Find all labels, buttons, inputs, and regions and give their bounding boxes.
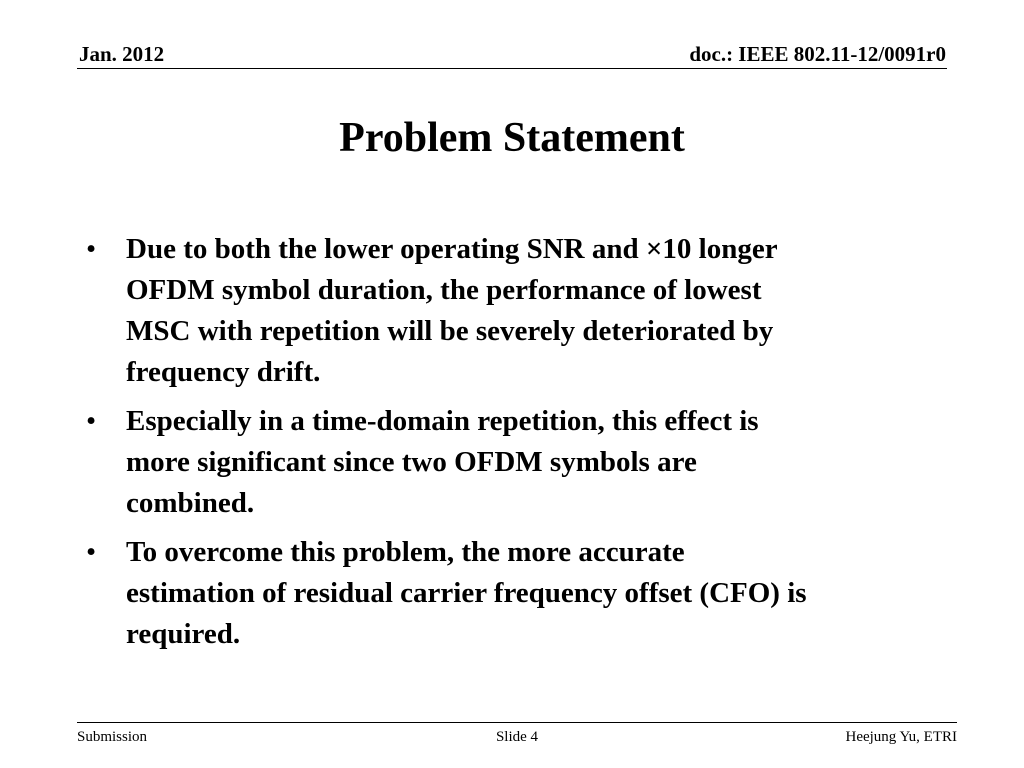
header-divider bbox=[77, 68, 947, 69]
bullet-line: OFDM symbol duration, the performance of lowest bbox=[126, 274, 762, 306]
footer-slide-number: Slide 4 bbox=[495, 729, 539, 745]
bullet-glyph: • bbox=[86, 536, 97, 568]
footer-submission: Submission bbox=[77, 729, 148, 745]
bullet-line: estimation of residual carrier frequency offset (CFO) is bbox=[126, 577, 807, 609]
bullet-line: Especially in a time-domain repetition, this effect is bbox=[126, 405, 759, 437]
bullet-line: To overcome this problem, the more accurate bbox=[126, 536, 685, 568]
bullet-line: combined. bbox=[126, 487, 255, 519]
bullet-item-cfo-estimation bbox=[86, 532, 946, 655]
slide-title: Problem Statement bbox=[339, 115, 685, 161]
bullet-item-time-domain bbox=[86, 401, 946, 524]
bullet-line: more significant since two OFDM symbols are bbox=[126, 446, 697, 478]
bullet-line: Due to both the lower operating SNR and ×10 longer bbox=[126, 233, 778, 265]
header-doc-id: doc.: IEEE 802.11-12/0091r0 bbox=[689, 42, 946, 66]
footer-divider bbox=[77, 722, 957, 723]
header-date: Jan. 2012 bbox=[79, 42, 165, 66]
bullet-glyph: • bbox=[86, 405, 97, 437]
bullet-line: MSC with repetition will be severely deteriorated by bbox=[126, 315, 774, 347]
bullet-glyph: • bbox=[86, 233, 97, 265]
bullet-item-snr-drift bbox=[86, 229, 946, 393]
bullet-line: required. bbox=[126, 618, 241, 650]
bullet-list bbox=[86, 229, 946, 663]
bullet-line: frequency drift. bbox=[126, 356, 321, 388]
footer-author: Heejung Yu, ETRI bbox=[845, 729, 957, 745]
